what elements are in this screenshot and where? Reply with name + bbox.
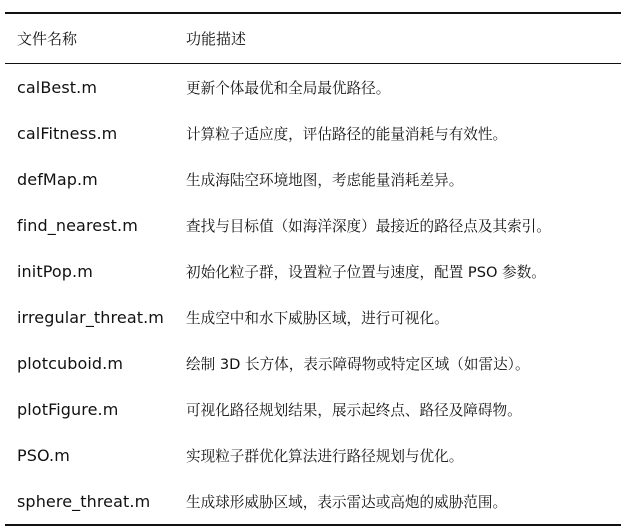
table-body [5,64,621,526]
description-cell: 实现粒子群优化算法进行路径规划与优化。 [186,447,464,465]
table-row [5,248,621,294]
table-row [5,340,621,386]
table-row [5,202,621,248]
header-row [5,13,621,64]
header-file-name: 文件名称 [17,30,78,48]
file-name-cell: calBest.m [17,77,98,97]
table-row [5,432,621,478]
description-cell: 更新个体最优和全局最优路径。 [186,79,391,97]
file-description-table [5,12,621,526]
description-cell: 绘制 3D 长方体，表示障碍物或特定区域（如雷达）。 [186,355,530,373]
file-name-cell: irregular_threat.m [17,307,164,327]
table-header [5,13,621,64]
file-name-cell: PSO.m [17,445,70,465]
description-cell: 初始化粒子群，设置粒子位置与速度，配置 PSO 参数。 [186,263,546,281]
description-cell: 计算粒子适应度，评估路径的能量消耗与有效性。 [186,125,508,143]
file-name-cell: defMap.m [17,169,98,189]
description-cell: 生成海陆空环境地图，考虑能量消耗差异。 [186,171,464,189]
description-cell: 生成球形威胁区域，表示雷达或高炮的威胁范围。 [186,493,508,511]
header-description: 功能描述 [186,30,247,48]
description-cell: 生成空中和水下威胁区域，进行可视化。 [186,309,449,327]
file-name-cell: sphere_threat.m [17,491,151,511]
file-name-cell: initPop.m [17,261,93,281]
file-name-cell: find_nearest.m [17,215,138,235]
description-cell: 查找与目标值（如海洋深度）最接近的路径点及其索引。 [186,217,551,235]
file-name-cell: plotFigure.m [17,399,119,419]
table-row [5,64,621,111]
table-row [5,156,621,202]
file-name-cell: plotcuboid.m [17,353,124,373]
table-row [5,386,621,432]
table-row [5,110,621,156]
file-name-cell: calFitness.m [17,123,118,143]
table-row [5,294,621,340]
table-row [5,478,621,525]
description-cell: 可视化路径规划结果，展示起终点、路径及障碍物。 [186,401,522,419]
